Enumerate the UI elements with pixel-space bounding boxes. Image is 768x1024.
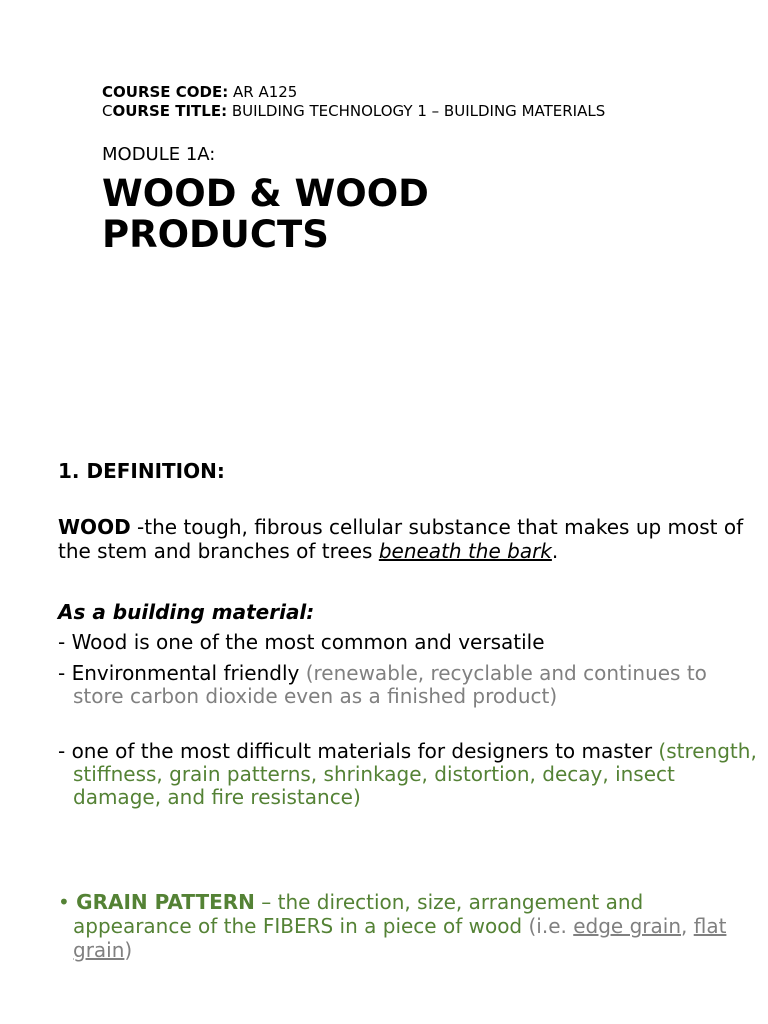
page-title xyxy=(102,173,622,255)
grain-example-edge: edge grain xyxy=(573,914,681,938)
grain-example-close: ) xyxy=(124,938,133,962)
course-title-label: OURSE TITLE: xyxy=(112,102,228,120)
grain-example-flat: flat grain xyxy=(73,914,727,962)
title-line-2: PRODUCTS xyxy=(102,213,329,256)
list-item xyxy=(58,662,763,708)
grain-desc: – the direction, size, arrangement and appearance of the FIBERS in a piece of wood xyxy=(73,890,644,938)
item-main: - one of the most difficult materials for designers to master xyxy=(58,739,659,763)
item-main: - Environmental friendly xyxy=(58,661,306,685)
definition-text: -the tough, fibrous cellular substance that makes up most of the stem and branches of trees xyxy=(58,515,744,563)
item-main: - Wood is one of the most common and versatile xyxy=(58,630,545,654)
title-line-1: WOOD & WOOD xyxy=(102,172,429,215)
grain-pattern-bullet xyxy=(58,890,763,962)
course-title-label-c: C xyxy=(102,102,113,120)
bullet-icon: • xyxy=(58,890,70,914)
module-label: MODULE 1A: xyxy=(102,144,216,165)
section-heading: 1. DEFINITION: xyxy=(58,459,225,483)
grain-term: GRAIN PATTERN xyxy=(76,890,255,914)
list-item xyxy=(58,631,763,654)
course-title-value: BUILDING TECHNOLOGY 1 – BUILDING MATERIALS xyxy=(227,102,606,120)
course-code-line xyxy=(102,83,297,102)
definition-end: . xyxy=(551,539,559,563)
grain-example-open: (i.e. xyxy=(528,914,574,938)
wood-definition xyxy=(58,515,748,563)
course-title-line xyxy=(102,102,605,121)
definition-emphasis: beneath the bark xyxy=(378,539,552,563)
item-note: (strength, stiffness, grain patterns, shrinkage, distortion, decay, insect damage, and fire resistance) xyxy=(73,739,757,809)
item-note: (renewable, recyclable and continues to store carbon dioxide even as a finished product) xyxy=(73,661,707,708)
grain-example-sep: , xyxy=(681,914,694,938)
course-code-label: COURSE CODE: xyxy=(102,83,229,101)
definition-term: WOOD xyxy=(58,515,131,539)
subheading: As a building material: xyxy=(58,600,315,624)
course-code-value: AR A125 xyxy=(228,83,298,101)
list-item xyxy=(58,740,763,809)
